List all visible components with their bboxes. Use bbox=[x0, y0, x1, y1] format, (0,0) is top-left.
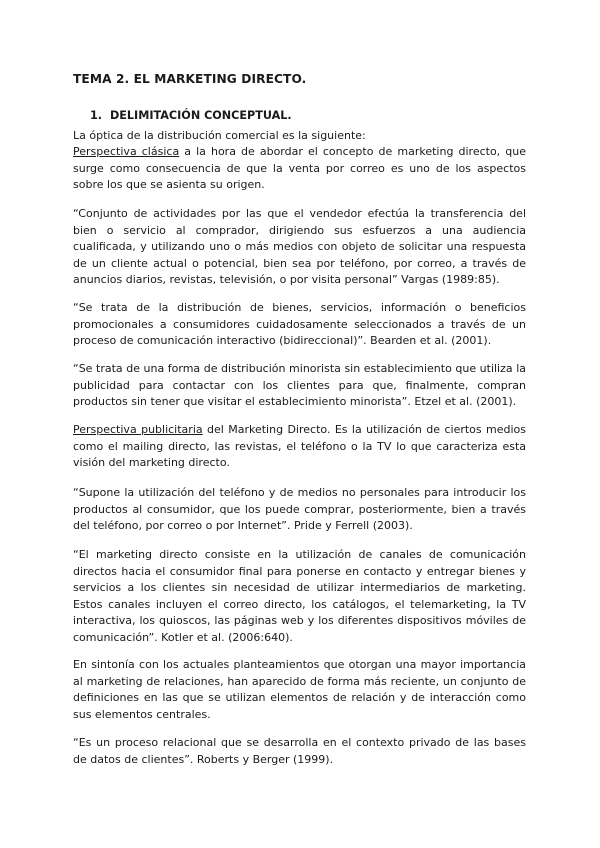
section-heading-text: DELIMITACIÓN CONCEPTUAL. bbox=[110, 109, 292, 122]
quote-bearden: “Se trata de la distribución de bienes, servicios, información o beneficios promocionales a consumidores cuidadosamente seleccionados a través de un proceso de comunicación interactivo (bidireccional)”. Bearden et al. (2001). bbox=[73, 301, 526, 347]
classic-perspective-paragraph bbox=[73, 144, 526, 194]
quote-vargas: “Conjunto de actividades por las que el vendedor efectúa la transferencia del bien o servicio al comprador, dirigiendo sus esfuerzos a una audiencia cualificada, y utilizando uno o más medios con objeto de solicitar una respuesta de un cliente actual o potencial, bien sea por teléfono, por correo, a través de anuncios diarios, revistas, televisión, o por visita personal” Vargas (1989:85). bbox=[73, 207, 526, 286]
section-number: 1. bbox=[90, 109, 103, 122]
page-title: TEMA 2. EL MARKETING DIRECTO. bbox=[73, 72, 307, 86]
section-heading bbox=[90, 109, 292, 122]
advertising-perspective-label: Perspectiva publicitaria bbox=[73, 423, 203, 436]
quote-roberts: “Es un proceso relacional que se desarrolla en el contexto privado de las bases de datos de clientes”. Roberts y Berger (1999). bbox=[73, 736, 526, 766]
classic-perspective-text: a la hora de abordar el concepto de marketing directo, que surge como consecuencia de que la venta por correo es uno de los aspectos sobre los que se asienta su origen. bbox=[73, 145, 526, 191]
quote-kotler: “El marketing directo consiste en la utilización de canales de comunicación directos hacia el consumidor final para ponerse en contacto y entregar bienes y servicios a los clientes sin necesidad de utilizar intermediarios de marketing. Estos canales incluyen el correo directo, los catálogos, el telemarketing, la TV interactiva, los quioscos, las páginas web y los diferentes dispositivos móviles de comunicación”. Kotler et al. (2006:640). bbox=[73, 548, 526, 644]
quote-etzel: “Se trata de una forma de distribución minorista sin establecimiento que utiliza la publicidad para contactar con los clientes para que, finalmente, compran productos sin tener que visitar el establecimiento minorista”. Etzel et al. (2001). bbox=[73, 362, 526, 408]
relational-paragraph: En sintonía con los actuales planteamientos que otorgan una mayor importancia al marketing de relaciones, han aparecido de forma más reciente, un conjunto de definiciones en las que se utilizan elementos de relación y de interacción como sus elementos centrales. bbox=[73, 658, 526, 721]
advertising-perspective-paragraph bbox=[73, 422, 526, 472]
advertising-perspective-text: del Marketing Directo. Es la utilización de ciertos medios como el mailing directo, las revistas, el teléfono o la TV lo que caracteriza esta visión del marketing directo. bbox=[73, 423, 527, 469]
classic-perspective-label: Perspectiva clásica bbox=[73, 145, 180, 158]
intro-paragraph: La óptica de la distribución comercial es la siguiente: bbox=[73, 129, 366, 142]
quote-pride: “Supone la utilización del teléfono y de medios no personales para introducir los productos al consumidor, que los puede comprar, posteriormente, bien a través del teléfono, por correo o por Internet”. Pride y Ferrell (2003). bbox=[73, 486, 526, 532]
